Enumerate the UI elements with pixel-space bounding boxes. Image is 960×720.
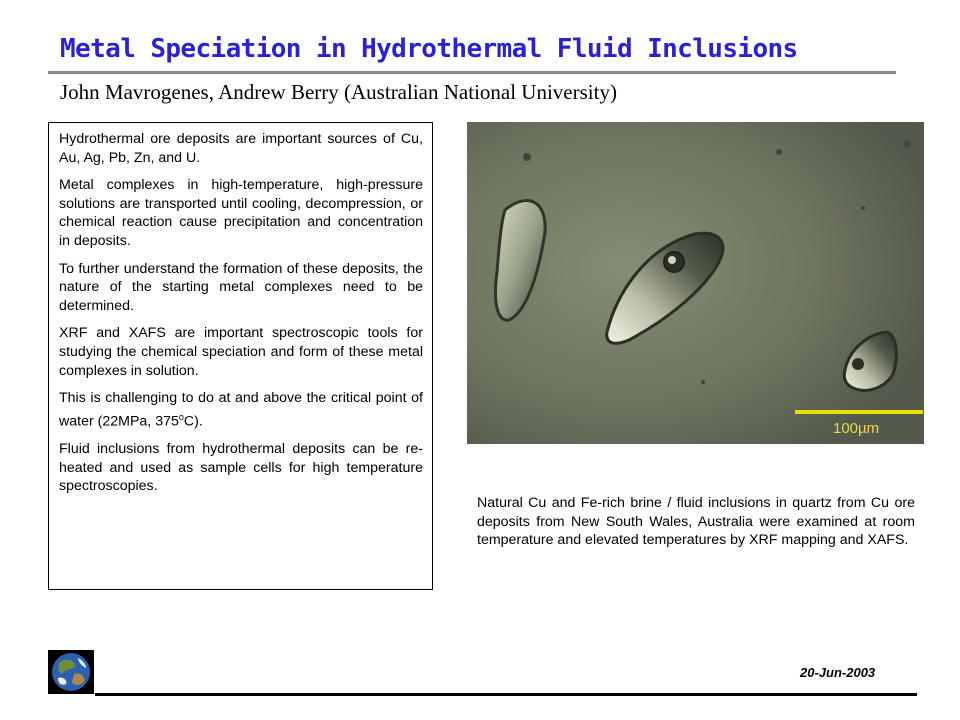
degree-superscript: o (178, 411, 184, 422)
footer-divider (95, 693, 917, 696)
body-paragraph: XRF and XAFS are important spectroscopic tools for studying the chemical speciation and form of these metal complexes in solution. (59, 325, 423, 379)
body-paragraph: Hydrothermal ore deposits are important sources of Cu, Au, Ag, Pb, Zn, and U. (59, 131, 423, 166)
critical-point-text: This is challenging to do at and above the critical point of water (22MPa, 375 (59, 390, 423, 430)
critical-point-suffix: C). (183, 413, 203, 430)
footer-date: 20-Jun-2003 (800, 665, 876, 680)
earth-globe-icon (48, 650, 94, 694)
body-paragraph: To further understand the formation of these deposits, the nature of the starting metal complexes need to be determined. (59, 260, 423, 314)
slide-subtitle: John Mavrogenes, Andrew Berry (Australian National University) (60, 80, 617, 104)
image-caption: Natural Cu and Fe-rich brine / fluid inclusions in quartz from Cu ore deposits from New South Wales, Australia were examined at room temperature and elevated temperatures by XRF mapping and XAFS. (477, 495, 915, 549)
slide-title: Metal Speciation in Hydrothermal Fluid Inclusions (60, 34, 798, 64)
body-text-box (48, 122, 433, 590)
fluid-inclusion-micrograph (467, 122, 924, 444)
title-divider (48, 71, 896, 74)
scale-bar-label: 100µm (833, 420, 880, 437)
body-paragraph: Metal complexes in high-temperature, high-pressure solutions are transported until cooling, decompression, or chemical reaction cause precipitation and concentration in deposits. (59, 177, 423, 249)
body-paragraph-critical-point (59, 389, 423, 431)
micrograph-drawing (467, 122, 924, 444)
body-paragraph: Fluid inclusions from hydrothermal deposits can be re-heated and used as sample cells for high temperature spectroscopies. (59, 441, 423, 495)
